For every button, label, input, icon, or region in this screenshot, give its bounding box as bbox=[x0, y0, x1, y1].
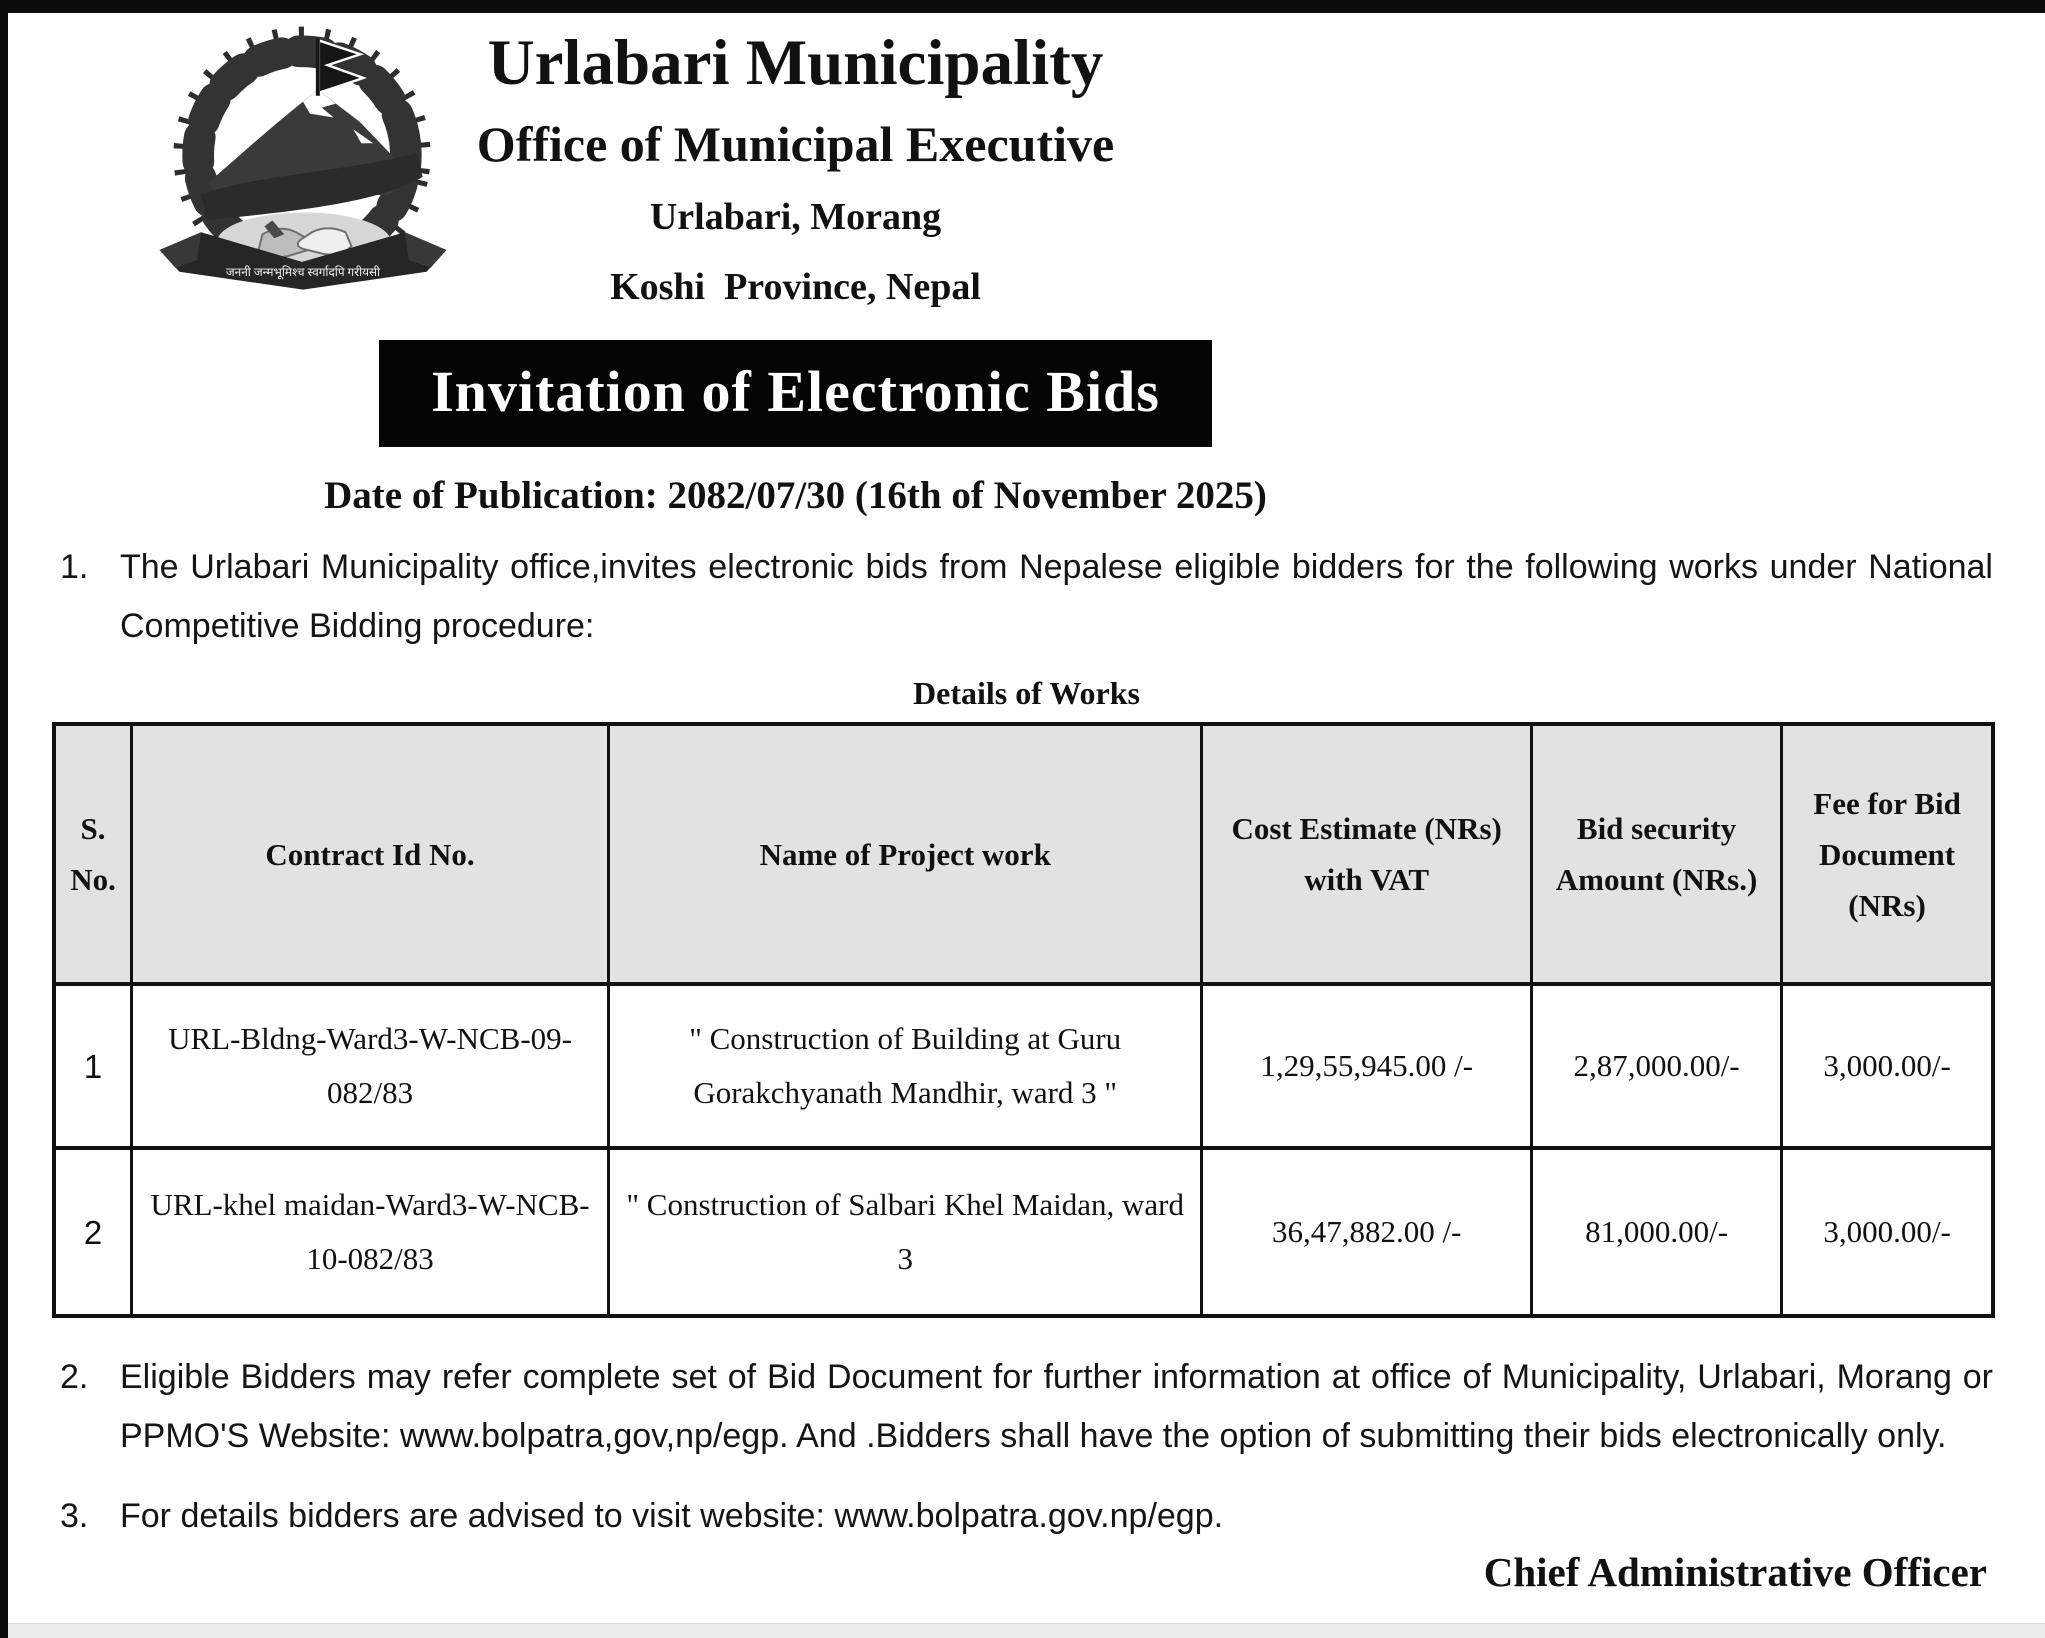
nepal-emblem-logo bbox=[124, 25, 480, 307]
col-header-contract-id: Contract Id No. bbox=[132, 724, 609, 984]
invitation-banner: Invitation of Electronic Bids bbox=[379, 340, 1212, 447]
list-item-3-number: 3. bbox=[60, 1497, 89, 1536]
col-header-project-name: Name of Project work bbox=[609, 724, 1202, 984]
signature-title: Chief Administrative Officer bbox=[1483, 1548, 1987, 1595]
emblem-motto-text: जननी जन्मभूमिश्च स्वर्गादपि गरीयसी bbox=[225, 264, 381, 279]
table-row bbox=[54, 984, 1993, 1148]
col-header-sno: S. No. bbox=[54, 724, 132, 984]
municipality-title: Urlabari Municipality bbox=[487, 27, 1104, 99]
col-header-bid-fee: Fee for Bid Document (NRs) bbox=[1782, 724, 1993, 984]
list-item-2 bbox=[60, 1348, 1993, 1465]
list-item-1 bbox=[60, 538, 1993, 655]
publication-date: Date of Publication: 2082/07/30 (16th of November 2025) bbox=[324, 474, 1267, 518]
cell-sno: 1 bbox=[54, 984, 132, 1148]
col-header-bid-security: Bid security Amount (NRs.) bbox=[1531, 724, 1781, 984]
list-item-3-text: For details bidders are advised to visit website: www.bolpatra.gov.np/egp. bbox=[120, 1497, 1224, 1536]
col-header-cost-estimate: Cost Estimate (NRs) with VAT bbox=[1202, 724, 1532, 984]
cell-project-name: " Construction of Salbari Khel Maidan, ward 3 bbox=[609, 1148, 1202, 1316]
province-line: Koshi Province, Nepal bbox=[610, 265, 981, 308]
table-row bbox=[54, 1148, 1993, 1316]
location-line: Urlabari, Morang bbox=[649, 196, 942, 239]
office-subtitle: Office of Municipal Executive bbox=[476, 115, 1115, 172]
cell-contract-id: URL-Bldng-Ward3-W-NCB-09-082/83 bbox=[132, 984, 609, 1148]
list-item-2-text: Eligible Bidders may refer complete set of Bid Document for further information at office of Municipality, Urlabari, Morang or PPMO'S Website: www.bolpatra,gov,np/egp. And .Bidders shall have the option of submitting their bids electronically only. bbox=[120, 1358, 1993, 1455]
cell-bid-security: 81,000.00/- bbox=[1531, 1148, 1781, 1316]
works-table bbox=[52, 722, 1995, 1318]
cell-project-name: " Construction of Building at Guru Gorakchyanath Mandhir, ward 3 " bbox=[609, 984, 1202, 1148]
table-header-row bbox=[54, 724, 1993, 984]
cell-bid-fee: 3,000.00/- bbox=[1782, 1148, 1993, 1316]
cell-bid-security: 2,87,000.00/- bbox=[1531, 984, 1781, 1148]
list-item-1-number: 1. bbox=[60, 548, 89, 587]
list-item-2-number: 2. bbox=[60, 1358, 89, 1397]
cell-contract-id: URL-khel maidan-Ward3-W-NCB-10-082/83 bbox=[132, 1148, 609, 1316]
cell-cost-estimate: 1,29,55,945.00 /- bbox=[1202, 984, 1532, 1148]
cell-bid-fee: 3,000.00/- bbox=[1782, 984, 1993, 1148]
scan-edge-strip bbox=[8, 1623, 2045, 1638]
cell-sno: 2 bbox=[54, 1148, 132, 1316]
table-title: Details of Works bbox=[913, 675, 1140, 712]
list-item-3 bbox=[60, 1487, 1993, 1545]
cell-cost-estimate: 36,47,882.00 /- bbox=[1202, 1148, 1532, 1316]
list-item-1-text: The Urlabari Municipality office,invites electronic bids from Nepalese eligible bidders for the following works under National Competitive Bidding procedure: bbox=[120, 548, 1993, 645]
